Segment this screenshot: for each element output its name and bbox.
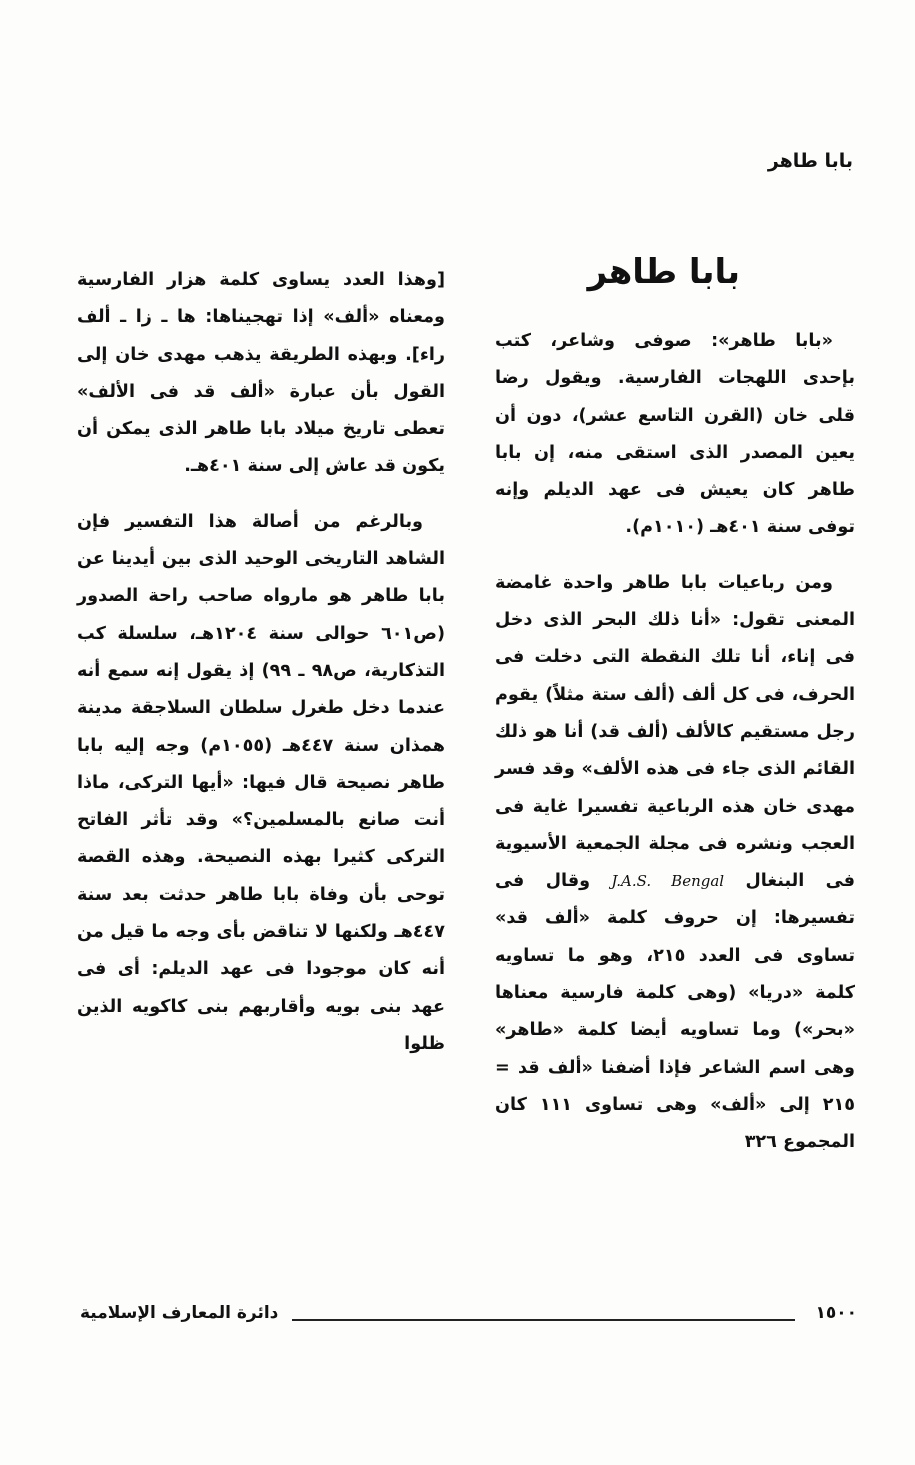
paragraph: [وهذا العدد يساوى كلمة هزار الفارسية ومعناه «ألف» إذا تهجيناها: ها ـ زا ـ ألف راء]. وبهذه الطريقة يذهب مهدى خان إلى القول بأن عبارة «ألف قد فى الألف» تعطى تاريخ ميلاد بابا طاهر الذى يمكن أن يكون قد عاش إلى سنة ٤٠١هـ. [77,270,445,477]
right-column [495,323,855,1162]
entry-title: بابا طاهر [587,252,740,292]
running-head: بابا طاهر [767,150,853,172]
footer-rule [292,1319,795,1321]
page-footer [80,1303,857,1333]
latin-citation: J.A.S. Bengal [611,872,725,891]
paragraph-text: ومن رباعيات بابا طاهر واحدة غامضة المعنى تقول: «أنا ذلك البحر الذى دخل فى إناء، أنا تلك النقطة التى دخلت فى الحرف، فى كل ألف (ألف ستة مثلاً) يقوم رجل مستقيم كالألف (ألف قد) أنا هو ذلك القائم الذى جاء فى هذه الألف» وقد فسر مهدى خان هذه الرباعية تفسيرا غاية فى العجب ونشره فى مجلة الجمعية الأسيوية فى البنغال [495,572,855,892]
journal-title: دائرة المعارف الإسلامية [80,1303,279,1323]
paragraph [495,565,855,1162]
paragraph-text: وقال فى تفسيرها: إن حروف كلمة «ألف قد» تساوى فى العدد ٢١٥، وهو ما تساويه كلمة «دريا» (وهى كلمة فارسية معناها «بحر») وما تساويه أيضا كلمة «طاهر» وهى اسم الشاعر فإذا أضفنا «ألف قد = ٢١٥ إلى «ألف» وهى تساوى ١١١ كان المجموع ٣٢٦ [495,871,855,1153]
page-number: ١٥٠٠ [815,1303,857,1323]
left-column [77,262,445,1063]
paragraph: وبالرغم من أصالة هذا التفسير فإن الشاهد التاريخى الوحيد الذى بين أيدينا عن بابا طاهر هو مارواه صاحب راحة الصدور (ص٦٠١ حوالى سنة ١٢٠٤هـ، سلسلة كب التذكارية، ص٩٨ ـ ٩٩) إذ يقول إنه سمع أنه عندما دخل طغرل سلطان السلاجقة مدينة همذان سنة ٤٤٧هـ (١٠٥٥م) وجه إليه بابا طاهر نصيحة قال فيها: «أيها التركى، ماذا أنت صانع بالمسلمين؟» وقد تأثر الفاتح التركى كثيرا بهذه النصيحة. وهذه القصة توحى بأن وفاة بابا طاهر حدثت بعد سنة ٤٤٧هـ ولكنها لا تناقض بأى وجه ما قيل من أنه كان موجودا فى عهد الديلم: أى فى عهد بنى بويه وأقاربهم بنى كاكويه الذين ظلوا [77,511,446,1054]
paragraph: «بابا طاهر»: صوفى وشاعر، كتب بإحدى اللهجات الفارسية. ويقول رضا قلى خان (القرن التاسع عشر)، دون أن يعين المصدر الذى استقى منه، إن بابا طاهر كان يعيش فى عهد الديلم وإنه توفى سنة ٤٠١هـ (١٠١٠م). [495,331,855,538]
